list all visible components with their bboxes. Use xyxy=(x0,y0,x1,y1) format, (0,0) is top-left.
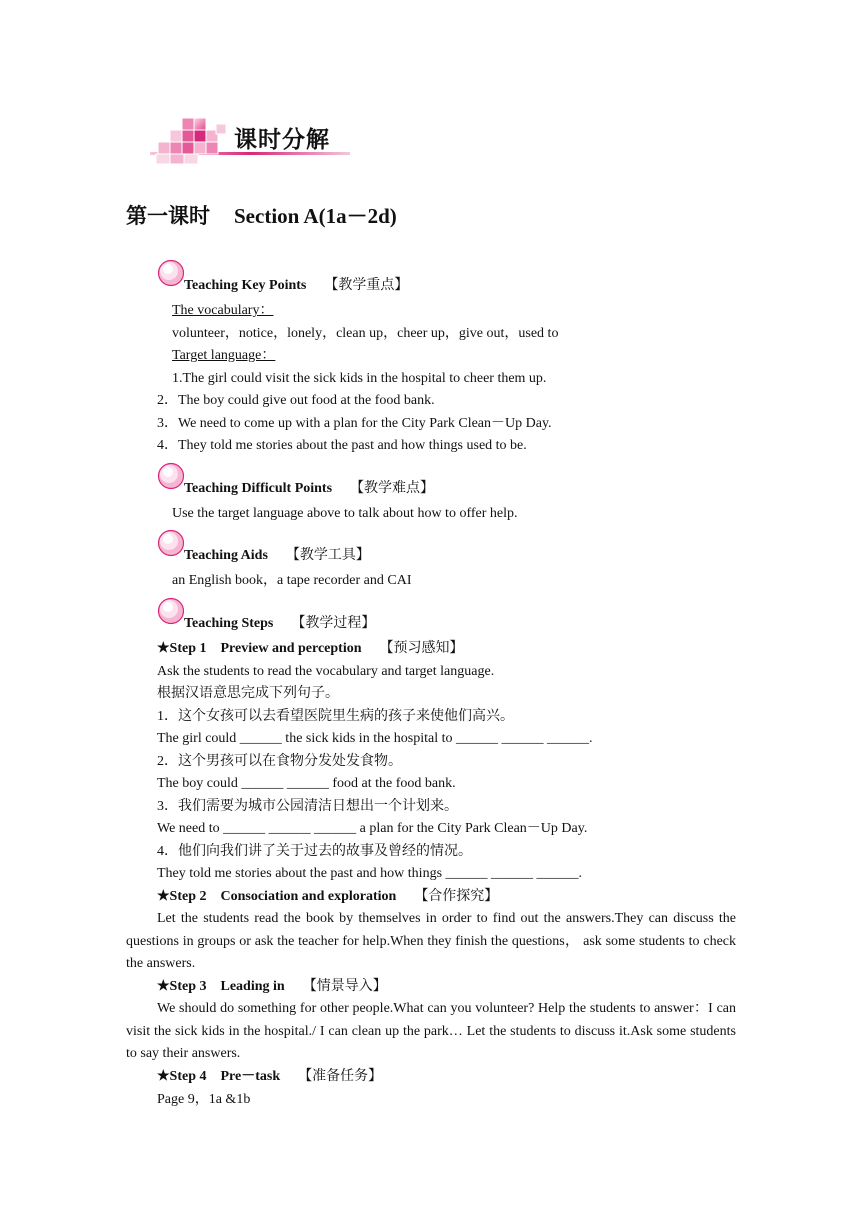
step1-line: 4．他们向我们讲了关于过去的故事及曾经的情况。 xyxy=(157,844,472,859)
step1-title: ★Step 1 Preview and perception xyxy=(157,641,362,656)
step3-paragraph: We should do something for other people.What can you volunteer? Help the students to answer：I can visit the sick kids in the hospital./ I can clean up the park… Let the students to discuss it.Ask some students to say their answers. xyxy=(126,1001,736,1061)
target-sentence: 2．The boy could give out food at the food bank. xyxy=(157,393,435,408)
step1-line: Ask the students to read the vocabulary and target language. xyxy=(157,664,495,679)
bullet-disc-icon xyxy=(157,462,185,490)
step1-tag: 【预习感知】 xyxy=(379,641,464,656)
difficult-points-text: Use the target language above to talk about how to offer help. xyxy=(172,506,518,521)
step2-heading xyxy=(157,887,498,907)
target-sentence: 3．We need to come up with a plan for the City Park Clean－Up Day. xyxy=(157,416,552,431)
step1-line: The girl could ______ the sick kids in the hospital to ______ ______ ______. xyxy=(157,731,593,746)
vocab-label: The vocabulary： xyxy=(172,303,274,318)
steps-title: Teaching Steps xyxy=(184,616,274,631)
aids-text: an English book，a tape recorder and CAI xyxy=(172,573,412,588)
aids-title: Teaching Aids xyxy=(184,548,268,563)
aids-tag: 【教学工具】 xyxy=(285,548,370,563)
difficult-points-title: Teaching Difficult Points xyxy=(184,481,333,496)
difficult-points-tag: 【教学难点】 xyxy=(350,481,435,496)
steps-heading xyxy=(184,612,375,632)
step2-paragraph: Let the students read the book by themselves in order to find out the answers.They can discuss the questions in groups or ask the teacher for help.When they finish the questions， ask some students to check the answers. xyxy=(126,911,736,971)
target-label: Target language： xyxy=(172,348,276,363)
banner-title: 课时分解 xyxy=(234,127,330,153)
bullet-disc-icon xyxy=(157,259,185,287)
lesson-title-period: 第一课时 xyxy=(126,204,210,228)
step3-title: ★Step 3 Leading in xyxy=(157,979,285,994)
step1-line: They told me stories about the past and how things ______ ______ ______. xyxy=(157,866,583,881)
step1-line: 3．我们需要为城市公园清洁日想出一个计划来。 xyxy=(157,799,458,814)
target-sentence: 4．They told me stories about the past and how things used to be. xyxy=(157,438,527,453)
step4-tag: 【准备任务】 xyxy=(298,1069,383,1084)
bullet-disc-icon xyxy=(157,597,185,625)
lesson-title xyxy=(126,200,397,230)
step1-line: 根据汉语意思完成下列句子。 xyxy=(157,686,339,701)
target-sentence: 1.The girl could visit the sick kids in the hospital to cheer them up. xyxy=(172,371,547,386)
key-points-title: Teaching Key Points xyxy=(184,278,307,293)
step4-heading xyxy=(157,1067,382,1087)
key-points-tag: 【教学重点】 xyxy=(324,278,409,293)
step1-line: 1．这个女孩可以去看望医院里生病的孩子来使他们高兴。 xyxy=(157,709,514,724)
step1-heading xyxy=(157,639,464,659)
step1-line: We need to ______ ______ ______ a plan for the City Park Clean－Up Day. xyxy=(157,821,588,836)
lesson-title-section: Section A(1a－2d) xyxy=(234,204,397,228)
step3-heading xyxy=(157,977,387,997)
step4-text: Page 9，1a &1b xyxy=(157,1092,251,1107)
difficult-points-heading xyxy=(184,477,434,497)
step2-title: ★Step 2 Consociation and exploration xyxy=(157,889,397,904)
step2-tag: 【合作探究】 xyxy=(414,889,499,904)
bullet-disc-icon xyxy=(157,529,185,557)
step4-title: ★Step 4 Pre－task xyxy=(157,1069,281,1084)
step3-tag: 【情景导入】 xyxy=(302,979,387,994)
steps-tag: 【教学过程】 xyxy=(291,616,376,631)
vocab-list: volunteer，notice，lonely，clean up，cheer up，give out，used to xyxy=(172,326,559,341)
step1-line: 2．这个男孩可以在食物分发处发食物。 xyxy=(157,754,402,769)
step1-line: The boy could ______ ______ food at the food bank. xyxy=(157,776,456,791)
key-points-heading xyxy=(184,274,408,294)
aids-heading xyxy=(184,544,370,564)
